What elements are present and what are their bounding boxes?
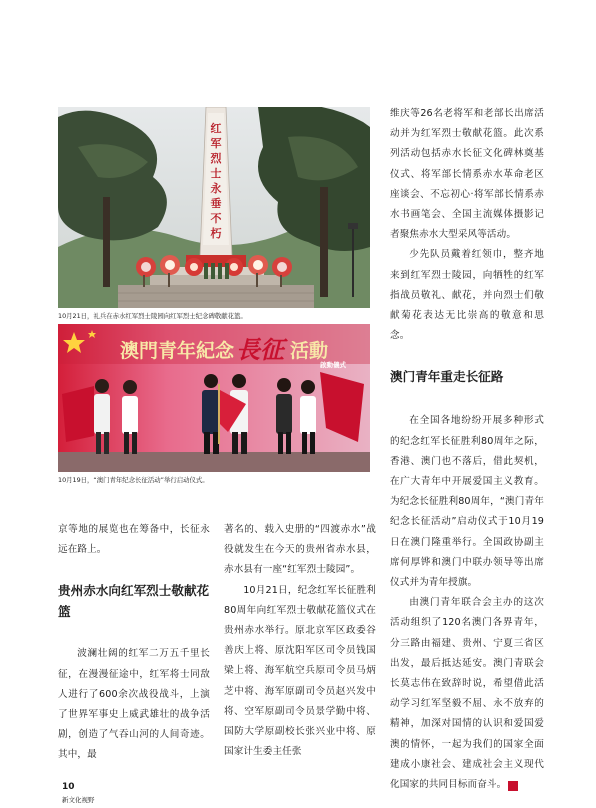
banner-title-end: 活動 <box>290 340 329 362</box>
photo-caption-ceremony: 10月19日，“澳门青年纪念长征活动”举行启动仪式。 <box>58 476 209 484</box>
photo-macao-ceremony <box>58 324 370 472</box>
paragraph: 在全国各地纷纷开展多种形式的纪念红军长征胜利80周年之际，香港、澳门也不落后，借此契机，在广大青年中开展爱国主义教育。为纪念长征胜利80周年，“澳门青年纪念长征活动”启动仪式于10月19日在澳门隆重举行。全国政协副主席何厚铧和澳门中联办领导等出席仪式并为青年授旗。 <box>390 415 544 589</box>
page-number: 10 <box>62 782 75 792</box>
paragraph: 著名的、载入史册的“四渡赤水”战役就发生在今天的贵州省赤水县，赤水县有一座“红军烈士陵园”。 <box>224 524 376 576</box>
banner-subtitle: 啟動儀式 <box>320 361 346 369</box>
article-column-right <box>390 104 544 795</box>
magazine-name: 新文化视野 <box>62 796 95 804</box>
paragraph <box>390 593 544 795</box>
banner-title-script: 長征 <box>236 335 284 364</box>
photo-caption-monument: 10月21日，礼兵在赤水红军烈士陵园向红军烈士纪念碑敬献花篮。 <box>58 312 247 320</box>
banner-title-main: 澳門青年紀念 <box>120 340 235 362</box>
end-mark-icon: N <box>508 781 518 791</box>
paragraph: 10月21日，纪念红军长征胜利80周年向红军烈士敬献花篮仪式在贵州赤水举行。原北京军区政委谷善庆上将、原沈阳军区司令员钱国梁上将、海军航空兵原司令员马炳芝中将、海军原副司令员赵兴发中将、空军原副司令员景学勤中将、国防大学原副校长张兴业中将、原国家计生委主任张 <box>224 584 376 758</box>
paragraph: 波澜壮阔的红军二万五千里长征，在漫漫征途中，红军将士同敌人进行了600余次战役战斗，上演了世界军事史上威武雄壮的战争活剧，创造了气吞山河的人间奇迹。其中，最 <box>58 648 210 761</box>
section-heading: 澳门青年重走长征路 <box>390 369 504 385</box>
article-column-left <box>58 520 210 766</box>
monument-inscription: 红军烈士永垂不朽 <box>210 122 222 240</box>
paragraph: 京等地的展览也在筹备中，长征永远在路上。 <box>58 524 210 556</box>
paragraph: 维庆等26名老将军和老部长出席活动并为红军烈士敬献花篮。此次系列活动包括赤水长征文化碑林奠基仪式、将军部长情系赤水革命老区座谈会、不忘初心·将军部长情系赤水书画笔会、全国主流媒体摄影记者聚焦赤水大型采风等活动。 <box>390 108 544 241</box>
section-heading: 贵州赤水向红军烈士敬献花篮 <box>58 583 210 620</box>
paragraph: 少先队员戴着红领巾，整齐地来到红军烈士陵园，向牺牲的红军指战员敬礼、献花，并向烈士们敬献菊花表达无比崇高的敬意和思念。 <box>390 249 544 342</box>
paragraph-text: 由澳门青年联合会主办的这次活动组织了120名澳门各界青年，分三路由福建、贵州、宁夏三省区出发，最后抵达延安。澳门青联会长莫志伟在致辞时说，希望借此活动学习红军坚毅不屈、永不放弃的精神，加深对国情的认识和爱国爱澳的情怀，一起为我们的国家全面建成小康社会、建成社会主义现代化国家的共同目标而奋斗。 <box>390 597 544 791</box>
article-column-middle <box>224 520 376 762</box>
photo-monument <box>58 107 370 308</box>
